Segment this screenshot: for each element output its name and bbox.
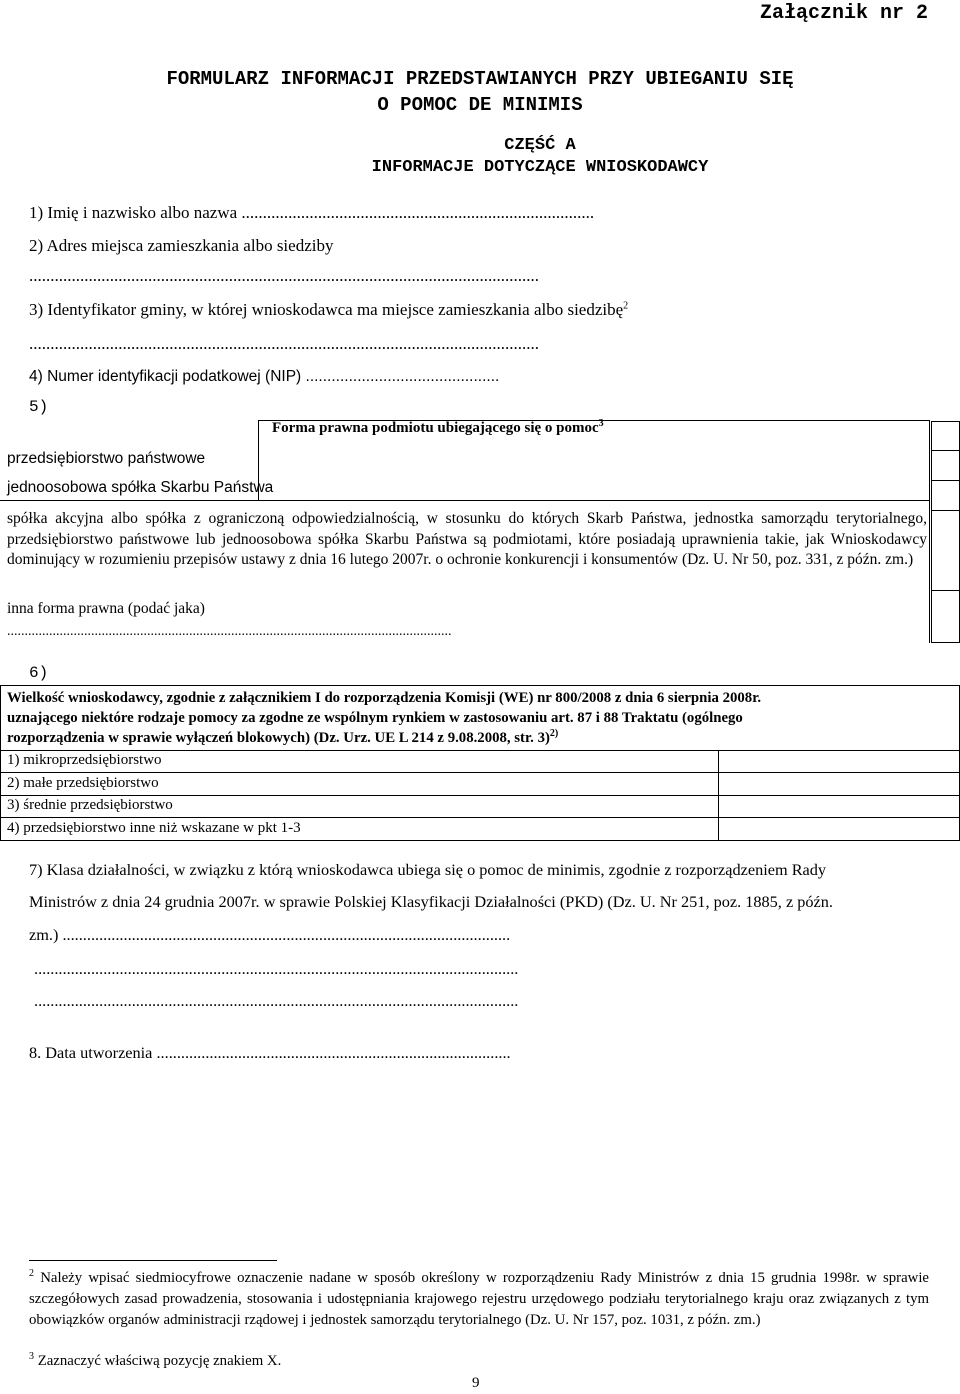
legal-form-header: Forma prawna podmiotu ubiegającego się o pomoc$^3$: [272, 418, 604, 436]
legal-form-checkbox[interactable]: [931, 421, 960, 451]
size-option: 3) średnie przedsiębiorstwo: [7, 797, 173, 813]
footnote-3: $^3$ Zaznaczyć właściwą pozycję znakiem X.: [29, 1351, 282, 1369]
size-checkbox[interactable]: [720, 819, 958, 839]
size-option: 2) małe przedsiębiorstwo: [7, 775, 159, 791]
footnote-ref-2: 2: [623, 300, 629, 312]
field-address: 2) Adres miejsca zamieszkania albo siedziby: [29, 236, 334, 255]
legal-form-option: jednoosobowa spółka Skarbu Państwa: [7, 479, 274, 496]
field-pkd-line2: Ministrów z dnia 24 grudnia 2007r. w sprawie Polskiej Klasyfikacji Działalności (PKD) (Dz. U. Nr 251, poz. 1885, z późn.: [29, 892, 833, 911]
size-header-line3: rozporządzenia w sprawie wyłączeń blokowych) (Dz. Urz. UE L 214 z 9.08.2008, str. 3)$^{2)}$: [7, 728, 559, 746]
size-header-line2: uznającego niektóre rodzaje pomocy za zgodne ze wspólnym rynkiem w zastosowaniu art. 87 i 88 Traktatu (ogólnego: [7, 710, 743, 726]
footnote-2: $^2$ Należy wpisać siedmiocyfrowe oznaczenie nadane w sposób określony w rozporządzeniu Rady Ministrów z dnia 15 grudnia 1998r. w sprawie szczegółowych zasad prowadzenia, stosowania i udostępniania krajowego rejestru urzędowego podziału terytorialnego kraju oraz związanych z tym obowiązków organów administracji rządowej i jednostek samorządu terytorialnego (Dz. U. Nr 157, poz. 1031, z późn. zm.): [29, 1268, 929, 1328]
legal-form-option: przedsiębiorstwo państwowe: [7, 450, 206, 467]
field-pkd-line1: 7) Klasa działalności, w związku z którą wnioskodawca ubiega się o pomoc de minimis, zgodnie z rozporządzeniem Rady: [29, 860, 827, 879]
size-option: 4) przedsiębiorstwo inne niż wskazane w pkt 1-3: [7, 820, 301, 836]
form-title-line2: O POMOC DE MINIMIS: [377, 94, 583, 116]
legal-form-checkbox[interactable]: [931, 451, 960, 481]
field-address-dots: ........................................................................................................................: [29, 266, 539, 285]
field-creation-date: 8. Data utworzenia .......................................................................................: [29, 1043, 511, 1062]
legal-form-spolka: spółka akcyjna albo spółka z ograniczoną odpowiedzialnością, w stosunku do których Skarb Państwa, jednostka samorządu terytorialnego, przedsiębiorstwo państwowe lub jednoosobowa spółka Skarbu Państwa są podmiotami, które posiadają uprawnienia takie, jak Wnioskodawcy dominujący w rozumieniu przepisów ustawy z dnia 16 lutego 2007r. o ochronie konkurencji i konsumentów (Dz. U. Nr 50, poz. 331, z późn. zm.): [7, 510, 927, 568]
legal-form-other: inna forma prawna (podać jaka): [7, 600, 205, 617]
legal-form-checkbox[interactable]: [931, 591, 960, 643]
field-nip: 4) Numer identyfikacji podatkowej (NIP) .............................................: [29, 368, 500, 385]
legal-form-checkbox[interactable]: [931, 481, 960, 511]
annex-label: Załącznik nr 2: [759, 2, 928, 25]
part-label: CZĘŚĆ A: [504, 136, 576, 155]
page-number: 9: [472, 1375, 480, 1391]
section-5-label: 5): [29, 398, 49, 416]
form-title-line1: FORMULARZ INFORMACJI PRZEDSTAWIANYCH PRZY UBIEGANIU SIĘ: [166, 68, 794, 90]
part-title: INFORMACJE DOTYCZĄCE WNIOSKODAWCY: [371, 158, 709, 177]
section-6-label: 6): [29, 664, 49, 682]
size-header-line1: Wielkość wnioskodawcy, zgodnie z załącznikiem I do rozporządzenia Komisji (WE) nr 800/2008 z dnia 6 sierpnia 2008r.: [7, 690, 762, 706]
size-option: 1) mikroprzedsiębiorstwo: [7, 752, 162, 768]
field-gmina-dots: ........................................................................................................................: [29, 334, 539, 353]
size-checkbox[interactable]: [720, 752, 958, 771]
footnote-ref-3: 3: [598, 418, 604, 429]
field-pkd-dots: .......................................................................................................................: [34, 991, 519, 1010]
legal-form-checkbox[interactable]: [931, 511, 960, 591]
footnote-separator: [29, 1260, 277, 1261]
field-pkd-dots: .......................................................................................................................: [34, 959, 519, 978]
field-name: 1) Imię i nazwisko albo nazwa ...................................................................................: [29, 203, 595, 222]
size-checkbox[interactable]: [720, 774, 958, 794]
size-checkbox[interactable]: [720, 797, 958, 816]
field-pkd-line3: zm.) ..............................................................................................................: [29, 925, 511, 944]
legal-form-other-dots: ...............................................................................................................................: [7, 624, 452, 639]
field-gmina: 3) Identyfikator gminy, w której wnioskodawca ma miejsce zamieszkania albo siedzibę$^2$: [29, 300, 629, 319]
